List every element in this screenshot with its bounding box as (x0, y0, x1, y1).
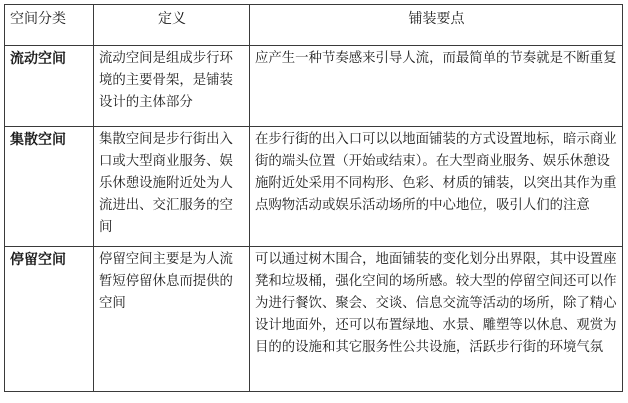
header-row (5, 5, 623, 46)
definition-cell: 停留空间主要是为人流暂短停留休息而提供的空间 (94, 247, 250, 392)
table-row (5, 46, 623, 127)
header-definition: 定义 (94, 5, 250, 46)
category-cell: 流动空间 (5, 46, 94, 127)
category-cell: 停留空间 (5, 247, 94, 392)
paving-design-table (4, 4, 623, 392)
header-category: 空间分类 (5, 5, 94, 46)
category-cell: 集散空间 (5, 127, 94, 247)
table-row (5, 127, 623, 247)
header-paving-points: 铺装要点 (250, 5, 623, 46)
definition-cell: 集散空间是步行街出入口或大型商业服务、娱乐休憩设施附近处为人流进出、交汇服务的空间 (94, 127, 250, 247)
paving-points-cell: 应产生一种节奏感来引导人流，而最简单的节奏就是不断重复 (250, 46, 623, 127)
table-row (5, 247, 623, 392)
definition-cell: 流动空间是组成步行环境的主要骨架，是铺装设计的主体部分 (94, 46, 250, 127)
paving-points-cell: 可以通过树木围合，地面铺装的变化划分出界限，其中设置座凳和垃圾桶，强化空间的场所感。较大型的停留空间还可以作为进行餐饮、聚会、交谈、信息交流等活动的场所，除了精心设计地面外，还可以布置绿地、水景、雕塑等以休息、观赏为目的的设施和其它服务性公共设施，活跃步行街的环境气氛 (250, 247, 623, 392)
paving-points-cell: 在步行街的出入口可以以地面铺装的方式设置地标，暗示商业街的端头位置（开始或结束）。在大型商业服务、娱乐休憩设施附近处采用不同构形、色彩、材质的铺装，以突出其作为重点购物活动或娱乐活动场所的中心地位，吸引人们的注意 (250, 127, 623, 247)
